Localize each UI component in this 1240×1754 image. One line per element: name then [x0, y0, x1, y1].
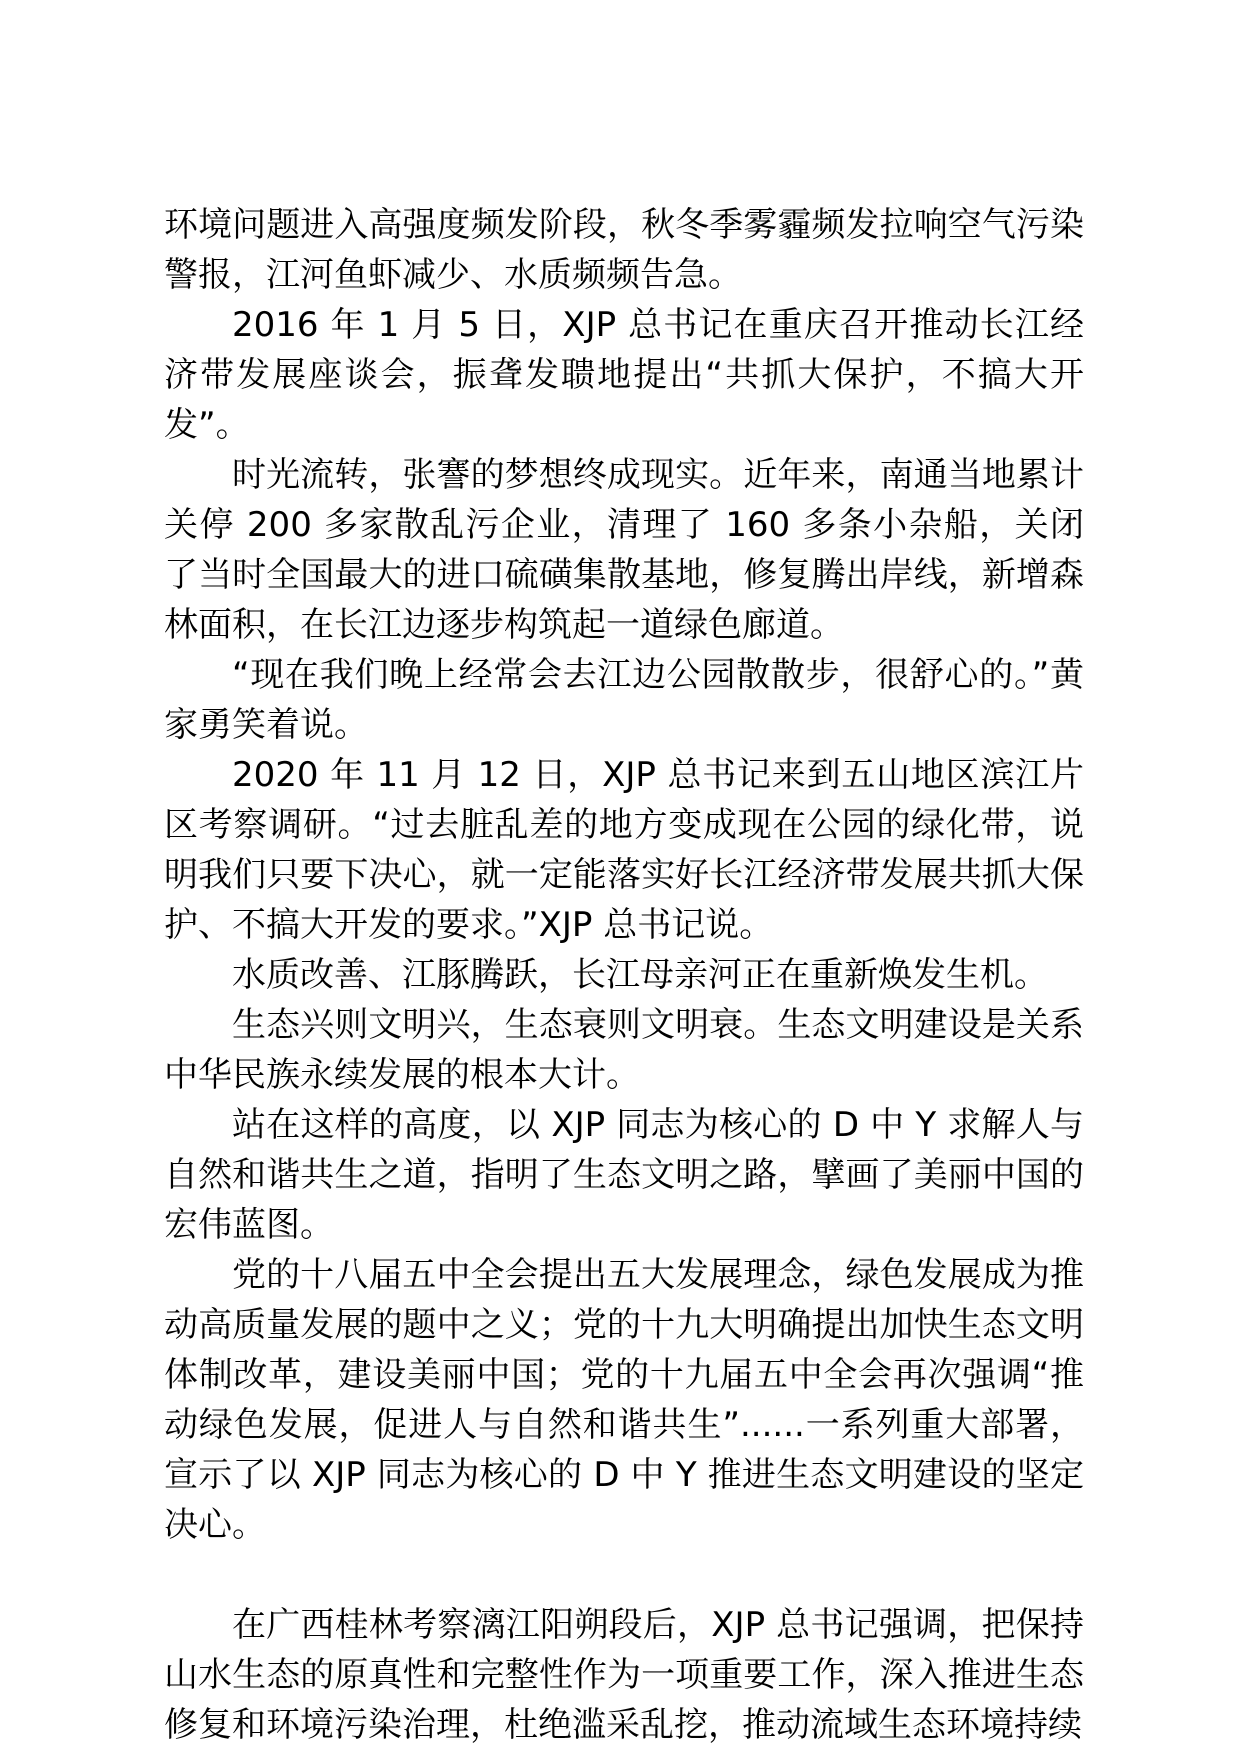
paragraph-2: 2016 年 1 月 5 日，XJP 总书记在重庆召开推动长江经济带发展座谈会，振聋发聩地提出“共抓大保护，不搞大开发”。: [164, 305, 1084, 445]
document-page: [164, 200, 1084, 1750]
paragraph-gap: [164, 1550, 1084, 1600]
paragraph-6: 水质改善、江豚腾跃，长江母亲河正在重新焕发生机。: [232, 955, 1048, 995]
paragraph-4: “现在我们晚上经常会去江边公园散散步，很舒心的。”黄家勇笑着说。: [164, 655, 1084, 745]
paragraph-5: 2020 年 11 月 12 日，XJP 总书记来到五山地区滨江片区考察调研。“过去脏乱差的地方变成现在公园的绿化带，说明我们只要下决心，就一定能落实好长江经济带发展共抓大保护、不搞大开发的要求。”XJP 总书记说。: [164, 755, 1084, 945]
paragraph-7: 生态兴则文明兴，生态衰则文明衰。生态文明建设是关系中华民族永续发展的根本大计。: [164, 1005, 1084, 1095]
paragraph-8: 站在这样的高度，以 XJP 同志为核心的 D 中 Y 求解人与自然和谐共生之道，指明了生态文明之路，擘画了美丽中国的宏伟蓝图。: [164, 1105, 1084, 1245]
paragraph-10: 在广西桂林考察漓江阳朔段后，XJP 总书记强调，把保持山水生态的原真性和完整性作为一项重要工作，深入推进生态修复和环境污染治理，杜绝滥采乱挖，推动流域生态环境持续: [164, 1605, 1084, 1745]
paragraph-9: 党的十八届五中全会提出五大发展理念，绿色发展成为推动高质量发展的题中之义；党的十九大明确提出加快生态文明体制改革，建设美丽中国；党的十九届五中全会再次强调“推动绿色发展，促进人与自然和谐共生”......一系列重大部署，宣示了以 XJP 同志为核心的 D 中 Y 推进生态文明建设的坚定决心。: [164, 1255, 1084, 1545]
paragraph-1: 环境问题进入高强度频发阶段，秋冬季雾霾频发拉响空气污染警报，江河鱼虾减少、水质频频告急。: [164, 205, 1084, 295]
paragraph-3: 时光流转，张謇的梦想终成现实。近年来，南通当地累计关停 200 多家散乱污企业，清理了 160 多条小杂船，关闭了当时全国最大的进口硫磺集散基地，修复腾出岸线，新增森林面积，在长江边逐步构筑起一道绿色廊道。: [164, 455, 1084, 645]
